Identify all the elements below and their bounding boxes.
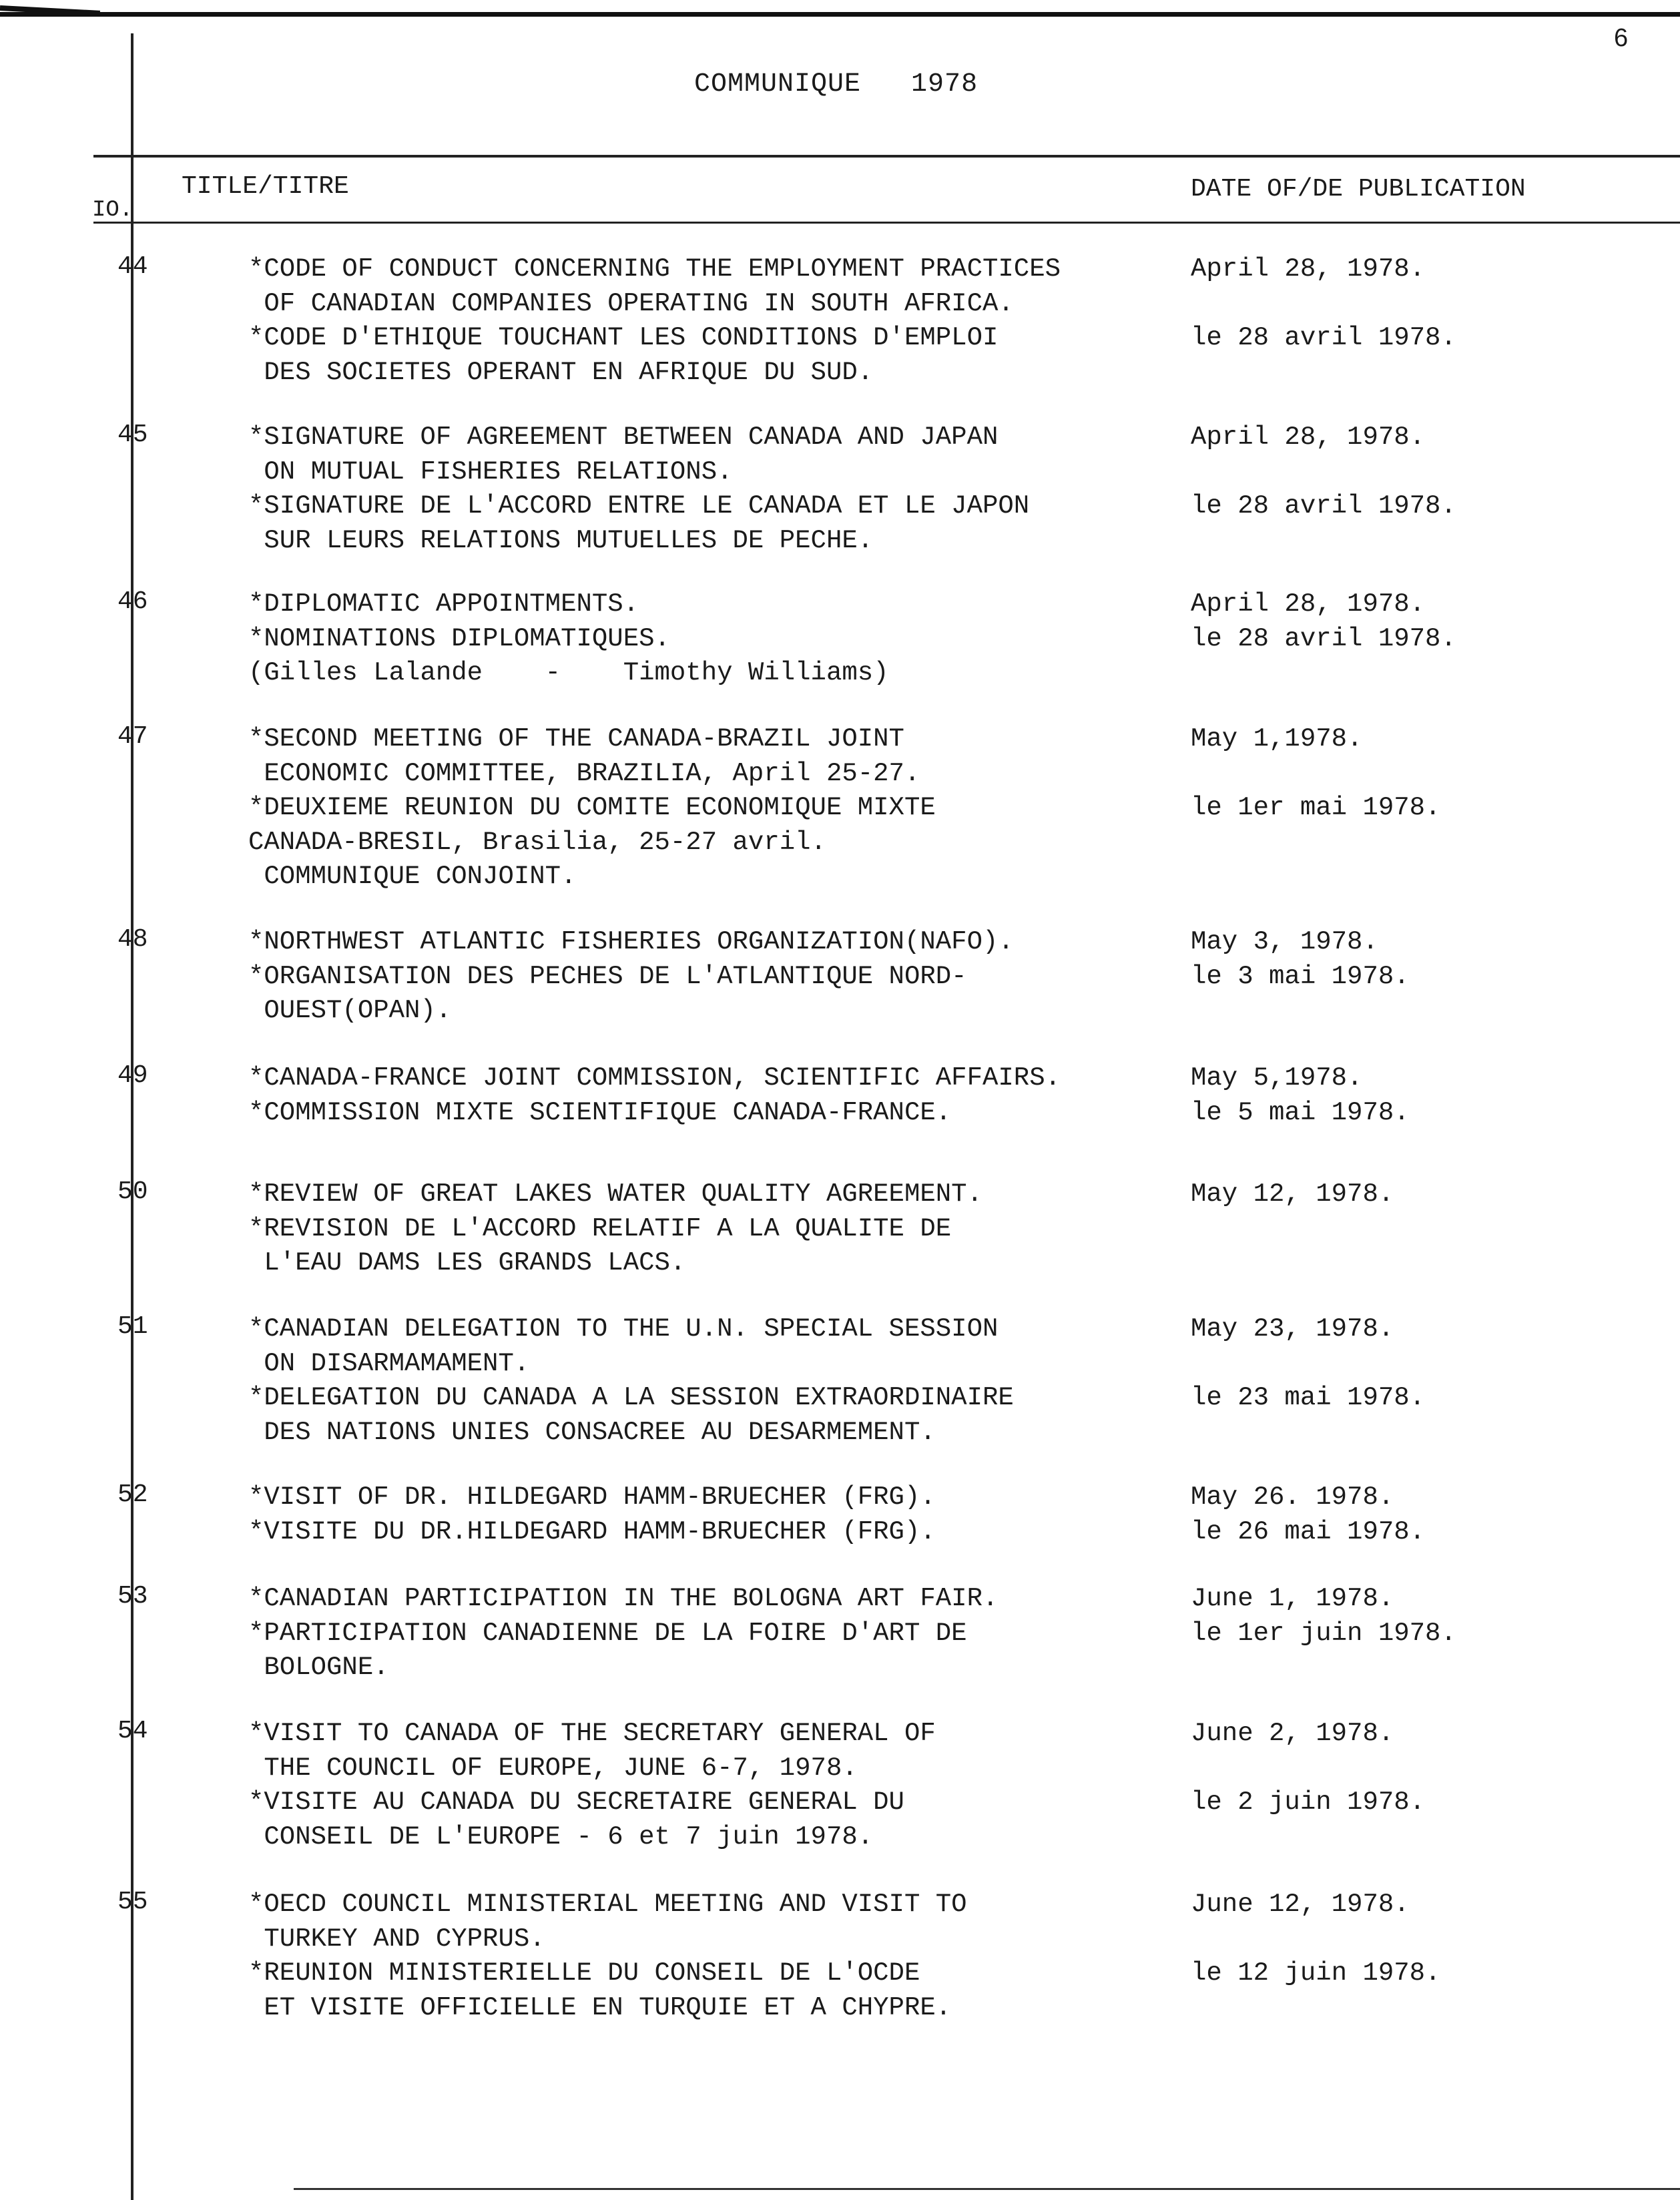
entry-title-line: ECONOMIC COMMITTEE, BRAZILIA, April 25-27. [248,758,920,788]
entry-title-line: *NORTHWEST ATLANTIC FISHERIES ORGANIZATION(NAFO). [248,927,1014,956]
top-rule [0,12,1680,17]
entry-title-line: *DEUXIEME REUNION DU COMITE ECONOMIQUE MIXTE [248,793,936,822]
entry-title-line: *CODE OF CONDUCT CONCERNING THE EMPLOYMENT PRACTICES [248,254,1061,284]
entry-title-line: THE COUNCIL OF EUROPE, JUNE 6-7, 1978. [248,1753,858,1783]
entry-title [248,1312,1014,1450]
entry-title-line: CONSEIL DE L'EUROPE - 6 et 7 juin 1978. [248,1822,874,1852]
entry-title-line: *VISITE AU CANADA DU SECRETAIRE GENERAL DU [248,1788,904,1817]
entry-date-line [1191,860,1440,894]
entry-date-line [1191,826,1440,860]
header-rule [93,155,1680,158]
entry-title-line: *VISIT OF DR. HILDEGARD HAMM-BRUECHER (FRG). [248,1482,936,1512]
entry-title-line: ON MUTUAL FISHERIES RELATIONS. [248,457,733,487]
entry-title-line: *SIGNATURE OF AGREEMENT BETWEEN CANADA AND JAPAN [248,423,999,452]
entry-date-line [1191,287,1456,322]
entry-title-line: SUR LEURS RELATIONS MUTUELLES DE PECHE. [248,525,874,555]
entry-title [248,1480,936,1549]
entry-title-line: *COMMISSION MIXTE SCIENTIFIQUE CANADA-FRANCE. [248,1097,952,1127]
entry-date-line [1191,524,1456,559]
entry-number: 49 [117,1061,148,1090]
document-title: COMMUNIQUE 1978 [694,69,978,99]
entry-number: 44 [117,252,148,281]
entry-title [248,587,889,691]
entry-title-line: *SIGNATURE DE L'ACCORD ENTRE LE CANADA ET LE JAPON [248,491,1030,521]
entry-publication-date [1191,1177,1394,1281]
entry-title-line: *NOMINATIONS DIPLOMATIQUES. [248,623,670,653]
entry-date-line [1191,1751,1425,1786]
entry-number: 51 [117,1312,148,1341]
entry-title-line: L'EAU DAMS LES GRANDS LACS. [248,1248,686,1278]
entry-title [248,252,1061,390]
entry-title [248,1717,936,1854]
entry-title-line: COMMUNIQUE CONJOINT. [248,862,577,891]
entry-publication-date [1191,1312,1425,1450]
entry-publication-date [1191,1582,1456,1685]
entry-date-line [1191,356,1456,390]
entry-title [248,421,1029,558]
entry-date-line: April 28, 1978. [1191,589,1426,619]
entry-number: 46 [117,587,148,616]
entry-date-line [1191,1651,1456,1685]
entry-title-line: *VISITE DU DR.HILDEGARD HAMM-BRUECHER (FRG). [248,1517,936,1547]
column-header-date: DATE OF/DE PUBLICATION [1191,175,1526,204]
entry-date-line [1191,455,1456,490]
entry-number: 55 [117,1888,148,1916]
entry-title-line: *CODE D'ETHIQUE TOUCHANT LES CONDITIONS D'EMPLOI [248,323,999,352]
entry-title [248,925,1014,1029]
entry-publication-date [1191,1480,1425,1549]
left-margin-rule [131,33,133,2200]
entry-title-line: CANADA-BRESIL, Brasilia, 25-27 avril. [248,827,826,857]
entry-title-line: OUEST(OPAN). [248,996,452,1025]
entry-publication-date [1191,925,1410,1029]
entry-title [248,722,936,894]
entry-title-line: *REUNION MINISTERIELLE DU CONSEIL DE L'OCDE [248,1958,920,1988]
entry-title-line: *CANADIAN DELEGATION TO THE U.N. SPECIAL SESSION [248,1314,999,1344]
entry-publication-date [1191,252,1456,390]
entry-publication-date [1191,587,1456,691]
entry-date-line [1191,1212,1394,1247]
entry-title-line: *PARTICIPATION CANADIENNE DE LA FOIRE D'ART DE [248,1618,967,1648]
entry-publication-date [1191,1717,1425,1854]
entry-title-line: ON DISARMAMAMENT. [248,1348,530,1378]
page-number: 6 [1614,24,1629,52]
entry-date-line: le 5 mai 1978. [1191,1097,1410,1127]
entry-title [248,1582,998,1685]
entry-date-line: le 23 mai 1978. [1191,1383,1426,1412]
entry-publication-date [1191,1061,1410,1130]
entry-title-line: *VISIT TO CANADA OF THE SECRETARY GENERAL OF [248,1719,936,1748]
entry-number: 45 [117,421,148,449]
entry-date-line: le 28 avril 1978. [1191,491,1456,521]
entry-title-line: *CANADIAN PARTICIPATION IN THE BOLOGNA ART FAIR. [248,1584,999,1613]
entry-date-line: May 23, 1978. [1191,1314,1394,1344]
entry-date-line: le 28 avril 1978. [1191,623,1456,653]
entry-date-line [1191,1246,1394,1281]
entry-title-line: *REVISION DE L'ACCORD RELATIF A LA QUALITE DE [248,1213,952,1244]
entry-date-line: le 26 mai 1978. [1191,1517,1426,1547]
entry-date-line: June 12, 1978. [1191,1890,1410,1919]
entry-number: 47 [117,722,148,751]
entry-date-line: May 5,1978. [1191,1063,1363,1093]
entry-title-line: DES SOCIETES OPERANT EN AFRIQUE DU SUD. [248,357,874,387]
entry-date-line: June 1, 1978. [1191,1584,1394,1613]
entry-number: 52 [117,1480,148,1509]
entry-title-line: *OECD COUNCIL MINISTERIAL MEETING AND VISIT TO [248,1890,967,1919]
entry-date-line [1191,1922,1440,1957]
entry-date-line: le 1er mai 1978. [1191,793,1441,822]
entry-number: 50 [117,1177,148,1206]
entry-title-line: BOLOGNE. [248,1653,389,1682]
entry-date-line [1191,1820,1425,1855]
entry-title-line: OF CANADIAN COMPANIES OPERATING IN SOUTH AFRICA. [248,288,1014,318]
entry-date-line: May 1,1978. [1191,724,1363,754]
entry-title [248,1061,1061,1130]
column-header-rule [93,222,1680,224]
entry-title-line: ET VISITE OFFICIELLE EN TURQUIE ET A CHYPRE. [248,1992,952,2022]
entry-title-line: TURKEY AND CYPRUS. [248,1924,545,1954]
entry-title-line: *ORGANISATION DES PECHES DE L'ATLANTIQUE NORD- [248,961,967,991]
entry-date-line: le 12 juin 1978. [1191,1958,1441,1988]
entry-title [248,1177,983,1281]
entry-number: 54 [117,1717,148,1745]
entry-date-line: June 2, 1978. [1191,1719,1394,1748]
entry-number: 53 [117,1582,148,1611]
entry-date-line: le 3 mai 1978. [1191,961,1410,991]
column-header-title: TITLE/TITRE [182,172,349,201]
entry-title-line: *SECOND MEETING OF THE CANADA-BRAZIL JOINT [248,724,904,754]
column-header-number: IO. [92,198,133,223]
bottom-rule [294,2188,1680,2190]
entry-date-line: May 3, 1978. [1191,927,1378,956]
entry-title-line: *DELEGATION DU CANADA A LA SESSION EXTRAORDINAIRE [248,1383,1014,1412]
entry-title-line: DES NATIONS UNIES CONSACREE AU DESARMEMENT. [248,1417,936,1447]
entry-date-line [1191,757,1440,792]
entry-date-line: le 2 juin 1978. [1191,1788,1426,1817]
entry-title-line: *REVIEW OF GREAT LAKES WATER QUALITY AGREEMENT. [248,1179,983,1209]
entry-publication-date [1191,722,1440,894]
entry-date-line [1191,1991,1440,2026]
entry-date-line [1191,994,1410,1029]
entry-title-line: *CANADA-FRANCE JOINT COMMISSION, SCIENTIFIC AFFAIRS. [248,1063,1061,1093]
entry-date-line: April 28, 1978. [1191,254,1426,284]
entry-publication-date [1191,1888,1440,2025]
entry-date-line: May 26. 1978. [1191,1482,1394,1512]
entry-title-line: (Gilles Lalande - Timothy Williams) [248,658,889,688]
entry-date-line: April 28, 1978. [1191,423,1426,452]
entry-date-line [1191,1347,1425,1382]
entry-publication-date [1191,421,1456,558]
entry-date-line [1191,1416,1425,1450]
entry-date-line [1191,656,1456,691]
entry-title [248,1888,967,2025]
entry-date-line: le 1er juin 1978. [1191,1618,1456,1648]
entry-date-line: May 12, 1978. [1191,1179,1394,1209]
entry-title-line: *DIPLOMATIC APPOINTMENTS. [248,589,639,619]
entry-date-line: le 28 avril 1978. [1191,323,1456,352]
entry-number: 48 [117,925,148,954]
